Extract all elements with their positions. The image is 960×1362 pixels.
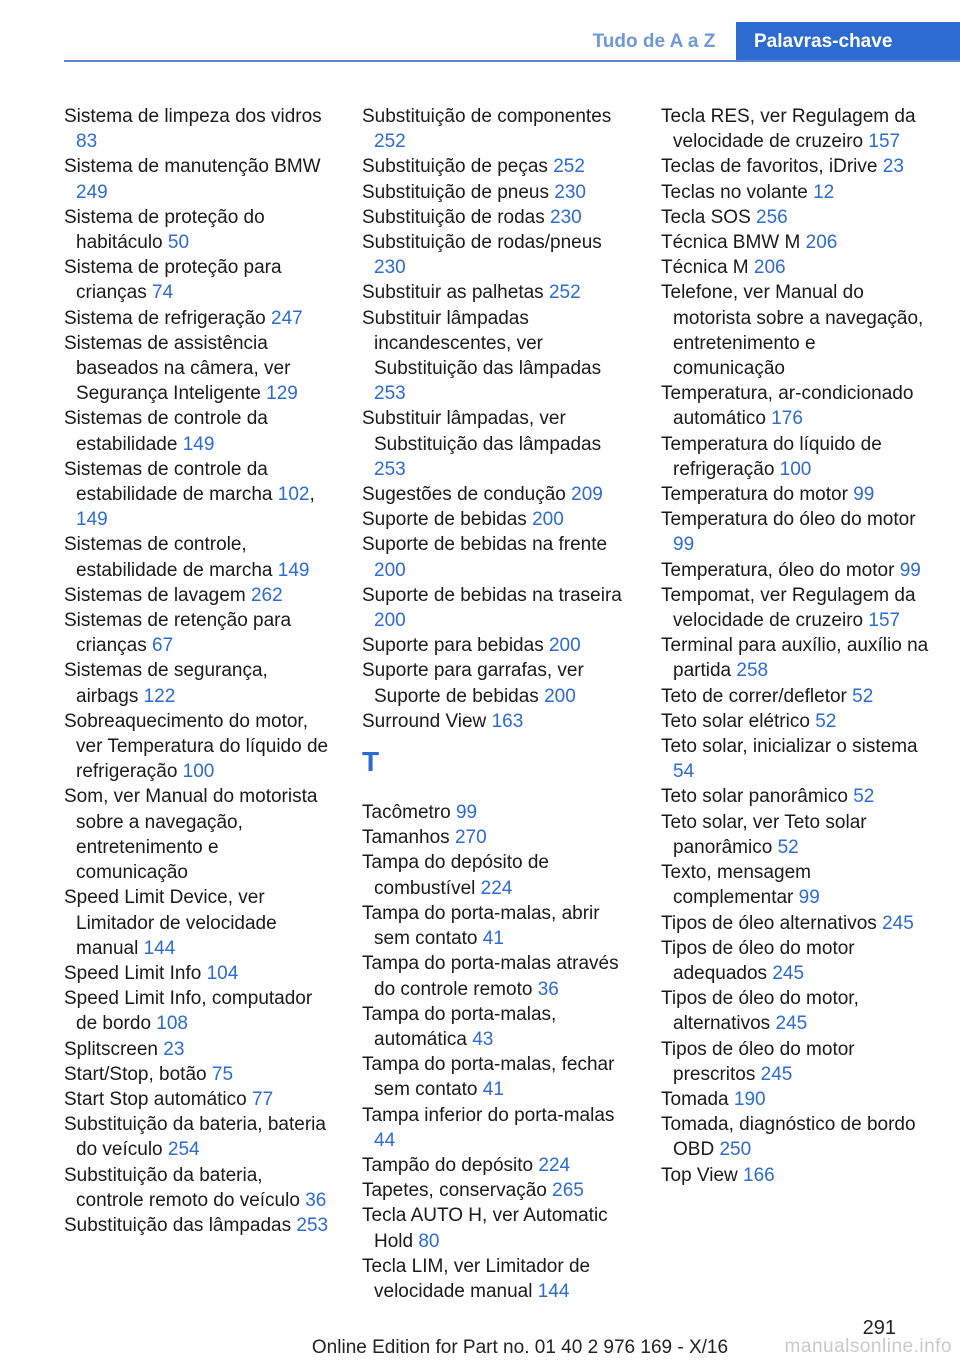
index-entry-text: Substituição de peças	[362, 156, 548, 178]
index-entry-text: Tecla RES, ver Regulagem da velocidade de cruzeiro	[661, 106, 916, 153]
page-reference-link[interactable]: 99	[853, 484, 875, 506]
page-reference-link[interactable]: 245	[882, 912, 914, 934]
index-entry	[661, 1163, 929, 1188]
index-entry	[64, 205, 332, 255]
page-reference-link[interactable]: 23	[163, 1038, 185, 1060]
index-entry-text: Tecla SOS	[661, 206, 751, 228]
index-entry-text: Teto de correr/defletor	[661, 685, 847, 707]
page-reference-link[interactable]: 258	[736, 660, 769, 682]
index-entry-text: Suporte de bebidas na traseira	[362, 584, 622, 606]
page-reference-link[interactable]: 104	[206, 962, 239, 984]
index-entry-text: Tampa do porta-malas, abrir sem contato	[362, 902, 600, 950]
index-letter-heading: T	[362, 746, 380, 778]
index-entry	[362, 633, 630, 658]
page-reference-link[interactable]: 224	[480, 877, 513, 899]
index-entry-text: Tampa do porta-malas através do controle remoto	[362, 953, 619, 1000]
index-column-1	[64, 104, 332, 1238]
page-reference-link[interactable]: 209	[571, 484, 603, 506]
index-entry-text: Substituição de rodas	[362, 206, 545, 228]
page-reference-link[interactable]: 200	[548, 635, 581, 657]
page-reference-link[interactable]: 99	[899, 559, 921, 581]
page-reference-link[interactable]: 144	[537, 1280, 570, 1302]
page-reference-link[interactable]: 50	[167, 232, 190, 254]
index-entry-text: Speed Limit Info, computador de bordo	[64, 988, 313, 1035]
index-entry	[661, 381, 929, 431]
index-entry-text: Teto solar panorâmico	[661, 786, 848, 808]
page-reference-link[interactable]: 52	[852, 685, 874, 707]
index-entry-text: Substituir as palhetas	[362, 282, 544, 304]
page-reference-link[interactable]: 75	[211, 1063, 234, 1085]
page-reference-link[interactable]: 206	[753, 257, 786, 279]
page-reference-link[interactable]: 262	[250, 584, 283, 606]
index-entry-text: Suporte para bebidas	[362, 635, 544, 657]
index-entry-text: Suporte de bebidas	[362, 509, 527, 531]
index-entry	[661, 255, 929, 280]
index-entry	[64, 986, 332, 1036]
page-reference-link[interactable]: 253	[374, 383, 406, 405]
index-entry-text: Sobreaquecimento do motor, ver Temperatura do líquido de refrigeração	[64, 710, 329, 783]
index-entry-text: Sugestões de condução	[362, 484, 566, 506]
page-reference-link[interactable]: 224	[538, 1154, 571, 1176]
index-entry-text: Tipos de óleo do motor prescritos	[661, 1038, 855, 1085]
index-entry	[661, 860, 929, 910]
index-entry	[362, 306, 630, 407]
index-entry	[362, 406, 630, 482]
page-reference-link[interactable]: 253	[374, 458, 406, 480]
page-reference-link[interactable]: 36	[305, 1189, 327, 1211]
index-entry-text: Sistemas de controle, estabilidade de marcha	[64, 534, 273, 581]
page-reference-link[interactable]: 52	[815, 710, 837, 732]
index-entry-text: Teclas de favoritos, iDrive	[661, 156, 878, 178]
index-entry	[64, 583, 332, 608]
page-reference-link[interactable]: 54	[673, 761, 695, 783]
index-entry	[362, 709, 630, 734]
page-reference-link[interactable]: 36	[537, 978, 559, 1000]
index-entry	[64, 1062, 332, 1087]
index-entry	[362, 1103, 630, 1153]
page-reference-link[interactable]: 41	[482, 1079, 504, 1101]
index-entry	[64, 1112, 332, 1162]
index-entry	[64, 104, 332, 154]
index-entry-text: Sistemas de controle da estabilidade de marcha	[64, 458, 273, 506]
index-entry-text: Sistema de limpeza dos vidros	[64, 106, 322, 127]
index-entry-text: Surround View	[362, 710, 487, 732]
index-entry-text: Tecla AUTO H, ver Automatic Hold	[362, 1205, 608, 1252]
page-reference-link[interactable]: 270	[454, 827, 487, 849]
page-reference-link[interactable]: 176	[771, 408, 803, 430]
page-reference-link[interactable]: 200	[374, 559, 406, 581]
index-entry-text: Speed Limit Info	[64, 962, 202, 984]
index-entry-text: Teclas no volante	[661, 181, 808, 203]
index-entry-text: Tempomat, ver Regulagem da velocidade de cruzeiro	[661, 584, 916, 632]
index-entry	[661, 432, 929, 482]
index-entry	[64, 1213, 332, 1238]
page-reference-link[interactable]: 200	[374, 610, 406, 632]
page-reference-link[interactable]: 230	[374, 257, 406, 279]
index-entry	[661, 104, 929, 154]
page-reference-link[interactable]: 100	[779, 458, 812, 480]
index-entry-text: Terminal para auxílio, auxílio na partida	[661, 635, 929, 682]
index-entry	[661, 205, 929, 230]
index-entry-text: Substituição das lâmpadas	[64, 1214, 292, 1236]
page-reference-link[interactable]: 129	[266, 383, 298, 405]
index-entry	[362, 1254, 630, 1304]
index-entry	[362, 154, 630, 179]
index-entry-text: Top View	[661, 1164, 738, 1186]
index-entry	[64, 608, 332, 658]
index-entry-text: Tipos de óleo do motor adequados	[661, 937, 855, 984]
index-entry-text: Sistema de proteção do habitáculo	[64, 206, 265, 254]
index-entry	[64, 1037, 332, 1062]
index-entry-text: Sistemas de controle da estabilidade	[64, 408, 268, 455]
page-reference-link[interactable]: 245	[760, 1063, 793, 1085]
index-entry-text: Suporte de bebidas na frente	[362, 534, 608, 556]
page-reference-link[interactable]: 163	[491, 710, 524, 732]
section-tab[interactable]: Tudo de A a Z	[592, 31, 716, 52]
page-reference-link[interactable]: 99	[798, 887, 820, 909]
page-reference-link[interactable]: 245	[775, 1013, 808, 1035]
index-entry	[661, 1112, 929, 1162]
page-reference-link[interactable]: 252	[553, 156, 585, 178]
index-entry-text: Tomada, diagnóstico de bordo OBD	[661, 1114, 916, 1161]
index-entry-text: Start/Stop, botão	[64, 1063, 207, 1085]
index-entry	[661, 986, 929, 1036]
page-reference-link[interactable]: 250	[719, 1139, 752, 1161]
index-entry	[362, 104, 630, 154]
index-entry	[661, 784, 929, 809]
page-reference-link[interactable]: 149	[76, 509, 108, 531]
page-reference-link[interactable]: 253	[296, 1214, 329, 1236]
index-entry-text: Texto, mensagem complementar	[661, 862, 811, 909]
chapter-tab[interactable]: Palavras-chave	[736, 22, 960, 62]
page-reference-link[interactable]: 200	[544, 685, 576, 707]
page-reference-link[interactable]: 247	[271, 307, 303, 329]
index-entry-text: Splitscreen	[64, 1038, 158, 1060]
index-entry	[64, 885, 332, 961]
index-entry	[362, 658, 630, 708]
page-reference-link[interactable]: 23	[882, 156, 904, 178]
page-reference-link[interactable]: 265	[552, 1180, 584, 1202]
index-entry: Sistemas de controle da estabilidade de marcha 102, 149	[64, 458, 315, 531]
index-entry	[661, 558, 929, 583]
index-entry	[362, 1203, 630, 1253]
page-reference-link[interactable]: 99	[673, 534, 695, 556]
index-entry-text: Tampão do depósito	[362, 1154, 534, 1176]
page-reference-link[interactable]: 157	[868, 610, 901, 632]
index-entry	[661, 583, 929, 633]
page-reference-link[interactable]: 252	[548, 282, 581, 304]
index-entry-text: Suporte para garrafas, ver Suporte de bebidas	[362, 660, 584, 707]
index-entry-text: Técnica BMW M	[661, 232, 801, 254]
page-reference-link[interactable]: 230	[550, 206, 582, 228]
index-entry	[362, 230, 630, 280]
page-reference-link[interactable]: 44	[374, 1129, 396, 1151]
page-reference-link[interactable]: 166	[743, 1164, 775, 1186]
index-entry-text: Tampa do porta-malas, automática	[362, 1003, 557, 1050]
index-entry	[362, 800, 630, 825]
index-entry-text: Sistema de refrigeração	[64, 307, 266, 329]
page-reference-link[interactable]: 52	[853, 786, 875, 808]
index-entry-text: Sistemas de assistência baseados na câmera, ver Segurança Inteligente	[64, 332, 291, 405]
index-entry	[661, 280, 929, 381]
index-entry	[661, 154, 929, 179]
page-reference-link[interactable]: 157	[868, 131, 901, 153]
page-reference-link[interactable]: 200	[532, 509, 564, 531]
index-entry-text: Speed Limit Device, ver Limitador de velocidade manual	[64, 887, 277, 959]
index-entry	[661, 734, 929, 784]
index-entry-text: Sistemas de segurança, airbags	[64, 660, 268, 707]
page-reference-link[interactable]: 102	[277, 484, 310, 506]
page-reference-link[interactable]: 190	[733, 1088, 766, 1110]
page-reference-link[interactable]: 245	[772, 962, 805, 984]
page-reference-link[interactable]: 100	[182, 761, 215, 783]
index-entry	[661, 230, 929, 255]
index-entry	[362, 901, 630, 951]
index-entry-text: Substituição de pneus	[362, 181, 549, 203]
index-entry	[362, 951, 630, 1001]
index-entry-text: Temperatura do líquido de refrigeração	[661, 433, 882, 480]
index-entry-text: Substituição de rodas/pneus	[362, 232, 602, 254]
index-entry-text: Som, ver Manual do motorista sobre a navegação, entretenimento e comunicação	[64, 786, 318, 884]
index-column-3	[661, 104, 929, 1188]
index-entry-text: Técnica M	[661, 257, 749, 279]
index-column-2	[362, 104, 630, 1304]
index-entry-text: Teto solar elétrico	[661, 710, 810, 732]
page-reference-link[interactable]: 206	[805, 232, 838, 254]
index-entry	[661, 633, 929, 683]
index-entry	[362, 1178, 630, 1203]
page-reference-link[interactable]: 83	[76, 131, 98, 153]
page-reference-link[interactable]: 254	[167, 1139, 200, 1161]
index-entry-text: Tipos de óleo alternativos	[661, 912, 877, 934]
index-entry	[362, 1052, 630, 1102]
header-rule	[64, 60, 960, 62]
index-entry	[64, 961, 332, 986]
index-entry	[64, 532, 332, 582]
index-entry-text: Substituição de componentes	[362, 106, 612, 127]
index-entry-text: Tampa do porta-malas, fechar sem contato	[362, 1054, 615, 1101]
index-entry	[64, 306, 332, 331]
page-reference-link[interactable]: 256	[756, 206, 788, 228]
page-number: 291	[862, 1317, 896, 1339]
footer-text: Online Edition for Part no. 01 40 2 976 169 - X/16	[311, 1337, 729, 1358]
index-entry	[362, 583, 630, 633]
index-entry	[64, 658, 332, 708]
index-entry	[64, 1087, 332, 1112]
index-entry	[661, 1037, 929, 1087]
page-reference-link[interactable]: 41	[482, 928, 504, 950]
index-entry-text: Temperatura, óleo do motor	[661, 559, 895, 581]
page-reference-link[interactable]: 149	[182, 433, 215, 455]
index-entry	[64, 406, 332, 456]
index-entry	[661, 709, 929, 734]
index-entry-text: Tecla LIM, ver Limitador de velocidade manual	[362, 1255, 591, 1302]
index-entry-text: Teto solar, ver Teto solar panorâmico	[661, 811, 867, 858]
index-entry	[64, 154, 332, 204]
index-entry-text: Tipos de óleo do motor, alternativos	[661, 988, 859, 1035]
page-reference-link[interactable]: 144	[143, 937, 176, 959]
index-entry-text: Substituição da bateria, bateria do veículo	[64, 1114, 326, 1161]
index-entry	[661, 1087, 929, 1112]
index-entry-text: Temperatura, ar-condicionado automático	[661, 383, 914, 430]
index-entry	[362, 507, 630, 532]
page-reference-link[interactable]: 108	[156, 1013, 188, 1035]
index-entry-text: Tapetes, conservação	[362, 1180, 547, 1202]
page-reference-link[interactable]: 249	[76, 181, 108, 203]
index-entry-text: Start Stop automático	[64, 1088, 247, 1110]
index-entry-text: Temperatura do óleo do motor	[661, 509, 916, 531]
page-reference-link[interactable]: 122	[143, 685, 176, 707]
page-reference-link[interactable]: 77	[252, 1088, 274, 1110]
index-entry	[661, 810, 929, 860]
page-reference-link[interactable]: 230	[554, 181, 586, 203]
index-entry	[362, 482, 630, 507]
watermark: manualsonline.info	[784, 1336, 952, 1357]
page-reference-link[interactable]: 252	[374, 131, 406, 153]
index-entry-text: Sistema de proteção para crianças	[64, 257, 282, 304]
index-entry	[661, 180, 929, 205]
index-entry-text: Substituição da bateria, controle remoto do veículo	[64, 1164, 300, 1211]
index-entry	[661, 482, 929, 507]
index-entry-text: Tomada	[661, 1088, 729, 1110]
page-reference-link[interactable]: 67	[152, 635, 174, 657]
page-reference-link[interactable]: 149	[277, 559, 310, 581]
index-entry	[661, 911, 929, 936]
index-entry	[64, 331, 332, 407]
index-entry-text: Substituir lâmpadas, ver Substituição das lâmpadas	[362, 408, 602, 455]
index-entry	[362, 180, 630, 205]
index-entry	[64, 255, 332, 305]
index-entry	[362, 1153, 630, 1178]
index-entry	[64, 1163, 332, 1213]
index-entry	[661, 507, 929, 557]
index-entry	[64, 709, 332, 785]
page-reference-link[interactable]: 43	[472, 1028, 494, 1050]
index-entry-text: Tampa inferior do porta-malas	[362, 1104, 615, 1126]
page-reference-link[interactable]: 74	[152, 282, 174, 304]
page-reference-link[interactable]: 99	[455, 802, 478, 824]
index-entry	[362, 850, 630, 900]
index-entry	[362, 532, 630, 582]
index-entry-text: Sistema de manutenção BMW	[64, 156, 321, 178]
index-entry-text: Tampa do depósito de combustível	[362, 852, 549, 899]
index-entry-text: Temperatura do motor	[661, 484, 848, 506]
page-header	[0, 0, 960, 62]
index-entry	[362, 205, 630, 230]
index-entry-text: Substituir lâmpadas incandescentes, ver Substituição das lâmpadas	[362, 307, 602, 380]
index-entry	[661, 684, 929, 709]
page-reference-link[interactable]: 12	[813, 181, 835, 203]
index-entry-text: Telefone, ver Manual do motorista sobre a navegação, entretenimento e comunicação	[661, 282, 924, 380]
index-entry	[661, 936, 929, 986]
page-reference-link[interactable]: 80	[418, 1230, 440, 1252]
index-entry	[64, 784, 332, 885]
index-entry-text: Tacômetro	[362, 802, 451, 824]
index-entry	[362, 825, 630, 850]
index-entry-text: Tamanhos	[362, 827, 450, 849]
index-entry	[362, 280, 630, 305]
index-entry-text: Sistemas de lavagem	[64, 584, 246, 606]
index-entry	[362, 1002, 630, 1052]
index-entry-text: Sistemas de retenção para crianças	[64, 610, 292, 657]
page-reference-link[interactable]: 52	[777, 836, 799, 858]
index-entry-text: Teto solar, inicializar o sistema	[661, 736, 918, 758]
